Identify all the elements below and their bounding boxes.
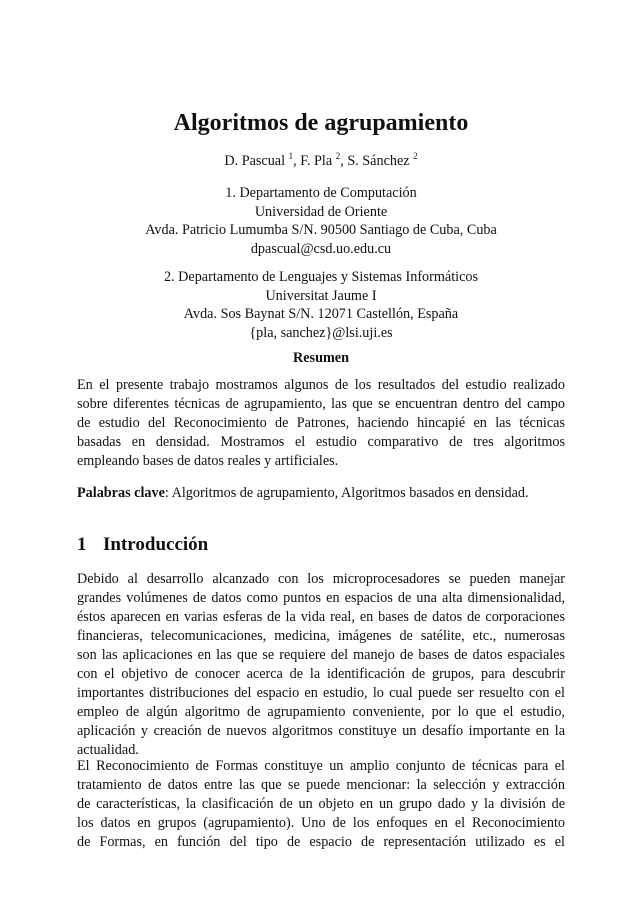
paragraph-line: los datos en grupos (agrupamiento). Uno de los enfoques en el Reconocimiento (77, 815, 565, 831)
paragraph-line: son las aplicaciones en las que se requiere del manejo de bases de datos espaciales (77, 647, 565, 663)
affiliation-1-email: dpascual@csd.uo.edu.cu (250, 240, 392, 257)
author-2: , F. Pla (293, 153, 333, 169)
affiliation-2-address: Avda. Sos Baynat S/N. 12071 Castellón, España (183, 306, 459, 322)
author-2-affiliation-mark: 2 (335, 151, 341, 161)
paragraph-line: El Reconocimiento de Formas constituye un amplio conjunto de técnicas para el (77, 758, 565, 774)
keywords-label: Palabras clave (77, 485, 165, 501)
paragraph-line: importantes distribuciones del espacio en estudio, lo cual puede ser resuelto con el (77, 685, 565, 701)
author-3: , S. Sánchez (340, 153, 410, 169)
affiliation-1-department: 1. Departamento de Computación (225, 185, 417, 201)
affiliation-2-department: 2. Departamento de Lenguajes y Sistemas Informáticos (163, 269, 478, 285)
abstract-line: sobre diferentes técnicas de agrupamiento, las que se encuentran dentro del campo (77, 396, 565, 412)
keywords-line (77, 484, 565, 503)
paragraph-line: Debido al desarrollo alcanzado con los microprocesadores se pueden manejar (77, 571, 565, 587)
section-number: 1 (77, 534, 87, 555)
affiliation-1-university: Universidad de Oriente (254, 203, 388, 220)
abstract-heading: Resumen (293, 350, 349, 366)
paragraph-line: de Formas, en función del tipo de espacio de representación utilizado es el (77, 834, 565, 850)
section-title: Introducción (103, 534, 209, 555)
affiliation-1 (0, 184, 642, 258)
paragraph-line: aplicación y creación de nuevos algoritmos constituye un desafío importante en la (77, 723, 565, 739)
author-3-affiliation-mark: 2 (413, 151, 418, 161)
affiliation-2-university: Universitat Jaume I (265, 287, 377, 304)
paragraph-line: tratamiento de datos entre las que se puede mencionar: la selección y extracción (77, 777, 565, 793)
paragraph-line: actualidad. (77, 742, 139, 758)
author-1-affiliation-mark: 1 (288, 151, 294, 161)
paper-title: Algoritmos de agrupamiento (173, 110, 469, 136)
introduction-paragraph-1 (77, 570, 565, 760)
introduction-paragraph-2 (77, 757, 565, 852)
paragraph-line: de características, la clasificación de un objeto en un grupo dado y la división de (77, 796, 565, 812)
paragraph-line: financieras, telecomunicaciones, medicina, imágenes de satélite, etc., numerosas (77, 628, 565, 644)
abstract-line: empleando bases de datos reales y artificiales. (77, 453, 339, 469)
paragraph-line: grandes volúmenes de datos como puntos en espacios de una alta dimensionalidad, (77, 590, 565, 606)
paragraph-line: empleo de algún algoritmo de agrupamiento conveniente, por lo que el estudio, (77, 704, 565, 720)
abstract-line: basadas en densidad. Mostramos el estudio comparativo de tres algoritmos (77, 434, 565, 450)
section-heading-introduction (77, 534, 208, 556)
paragraph-line: con el objetivo de conocer acerca de la identificación de grupos, para descubrir (77, 666, 565, 682)
affiliation-2 (0, 268, 642, 342)
paragraph-line: éstos aparecen en varias esferas de la vida real, en bases de datos de corporaciones (77, 609, 565, 625)
abstract-paragraph (77, 376, 565, 471)
abstract-line: En el presente trabajo mostramos algunos de los resultados del estudio realizado (77, 377, 565, 393)
authors-line (0, 152, 642, 171)
keywords-text: : Algoritmos de agrupamiento, Algoritmos basados en densidad. (164, 485, 529, 501)
author-1: D. Pascual (224, 153, 286, 169)
affiliation-2-email: {pla, sanchez}@lsi.uji.es (249, 324, 393, 341)
abstract-line: de estudio del Reconocimiento de Patrones, haciendo hincapié en las técnicas (77, 415, 565, 431)
affiliation-1-address: Avda. Patricio Lumumba S/N. 90500 Santiago de Cuba, Cuba (145, 222, 497, 238)
